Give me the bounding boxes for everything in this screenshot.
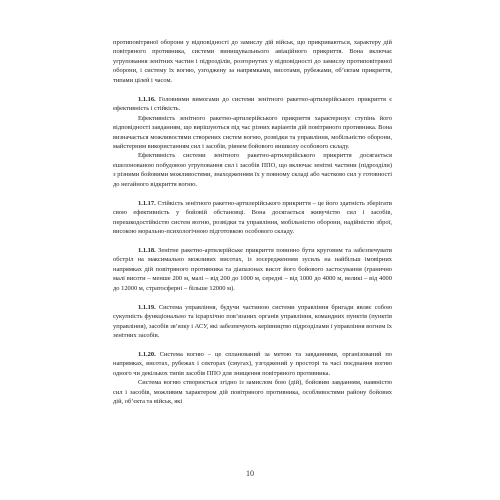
section-number: 1.1.16.: [138, 95, 156, 103]
paragraph-1-1-17: [113, 199, 392, 237]
paragraph-text: Головними вимогами до системи зенітного ракетно-артилерійського прикриття є ефективність і стійкість.: [113, 95, 392, 113]
section-number: 1.1.20.: [138, 350, 156, 358]
paragraph-text: Ефективність системи зенітного ракетно-артилерійського прикриття досягається ешелонованою побудовою угруповання сил і засобів ППО, що включає зенітні частини (підрозділи) з різними бойовими можливостями, знаходженням їх у повному складі або частково сил у готовності до негайного відкриття вогню.: [113, 152, 392, 188]
paragraph-efficiency: [113, 114, 392, 152]
paragraph-efficiency-achieved: [113, 151, 392, 189]
paragraph-1-1-20: [113, 350, 392, 378]
paragraph-fire-system: [113, 378, 392, 406]
section-number: 1.1.18.: [138, 246, 156, 254]
paragraph-1-1-18: [113, 246, 392, 293]
section-number: 1.1.17.: [138, 199, 156, 207]
section-number: 1.1.19.: [138, 303, 156, 311]
paragraph-text: Зенітне ракетно-артилерійське прикриття повинно бути круговим та забезпечувати обстріл на максимально можливих висотах, із зосередженням зусиль на найбільш імовірних напрямках дій повітряного противника та діапазонах висот його бойового застосування (гранично малі висоти – менше 200 м, малі – від 200 до 1000 м, середні – від 1000 до 4000 м, великі – від 4000 до 12000 м, стратосферні – більше 12000 м).: [113, 246, 392, 292]
paragraph-text: протиповітряної оборони у відповідності до замислу дій військ, що прикриваються, характеру дій повітряного противника, системи винищувальнього авіаційного прикриття. Вона включає угруповання зенітних частин і підрозділів, розгорнутих у відповідності до замислу протиповітряної оборони, і систему їх вогню, узгоджену за напрямками, висотами, рубежами, об’єктам прикриття, типами цілей і часом.: [113, 39, 392, 84]
body-text: [113, 38, 392, 407]
paragraph-continuation: [113, 38, 392, 85]
paragraph-text: Стійкість зенітного ракетно-артилерійського прикриття – це його здатність зберігати свою ефективність у бойовій обстановці. Вона досягається живучістю сил і засобів, перешкодостійкістю систем вогню, розвідки та управління, мобільністю оборони, надійністю зброї, високою морально-психологічною підготовкою особового складу.: [113, 199, 392, 236]
paragraph-text: Ефективність зенітного ракетно-артилерійського прикриття характеризує ступінь його відповідності завданням, що вирішуються під час різних варіантів дій повітряного противника. Вона визначається можливостями створених систем вогню, розвідки та управління, мобільністю оборони, майстерним використанням сил і засобів, рівнем бойового вишколу особового складу.: [113, 114, 392, 150]
paragraph-text: Система вогню – це спланований за метою та завданнями, організований по напрямках, висотах, рубежах і секторах (смугах), узгоджений у просторі та часі поєднання вогню одного чи декількох типів засобів ППО для знищення повітряного противника.: [113, 350, 392, 377]
paragraph-text: Система вогню створюється згідно із замислом бою (дій), бойовим завданням, наявністю сил і засобів, можливим характером дій повітряного противника, особливостями району бойових дій, об’єкта та військ, які: [113, 379, 392, 406]
paragraph-text: Система управління, будучи частиною системи управління бригади являє собою сукупність функціонально та ієрархічно пов’язаних органів управління, командних пунктів (пунктів управління), засобів зв’язку і АСУ, які забезпечують керівництво підрозділами і управління вогнем їх зенітних засобів.: [113, 303, 392, 339]
page-number: 10: [246, 469, 254, 478]
paragraph-1-1-19: [113, 303, 392, 341]
paragraph-1-1-16: [113, 95, 392, 114]
